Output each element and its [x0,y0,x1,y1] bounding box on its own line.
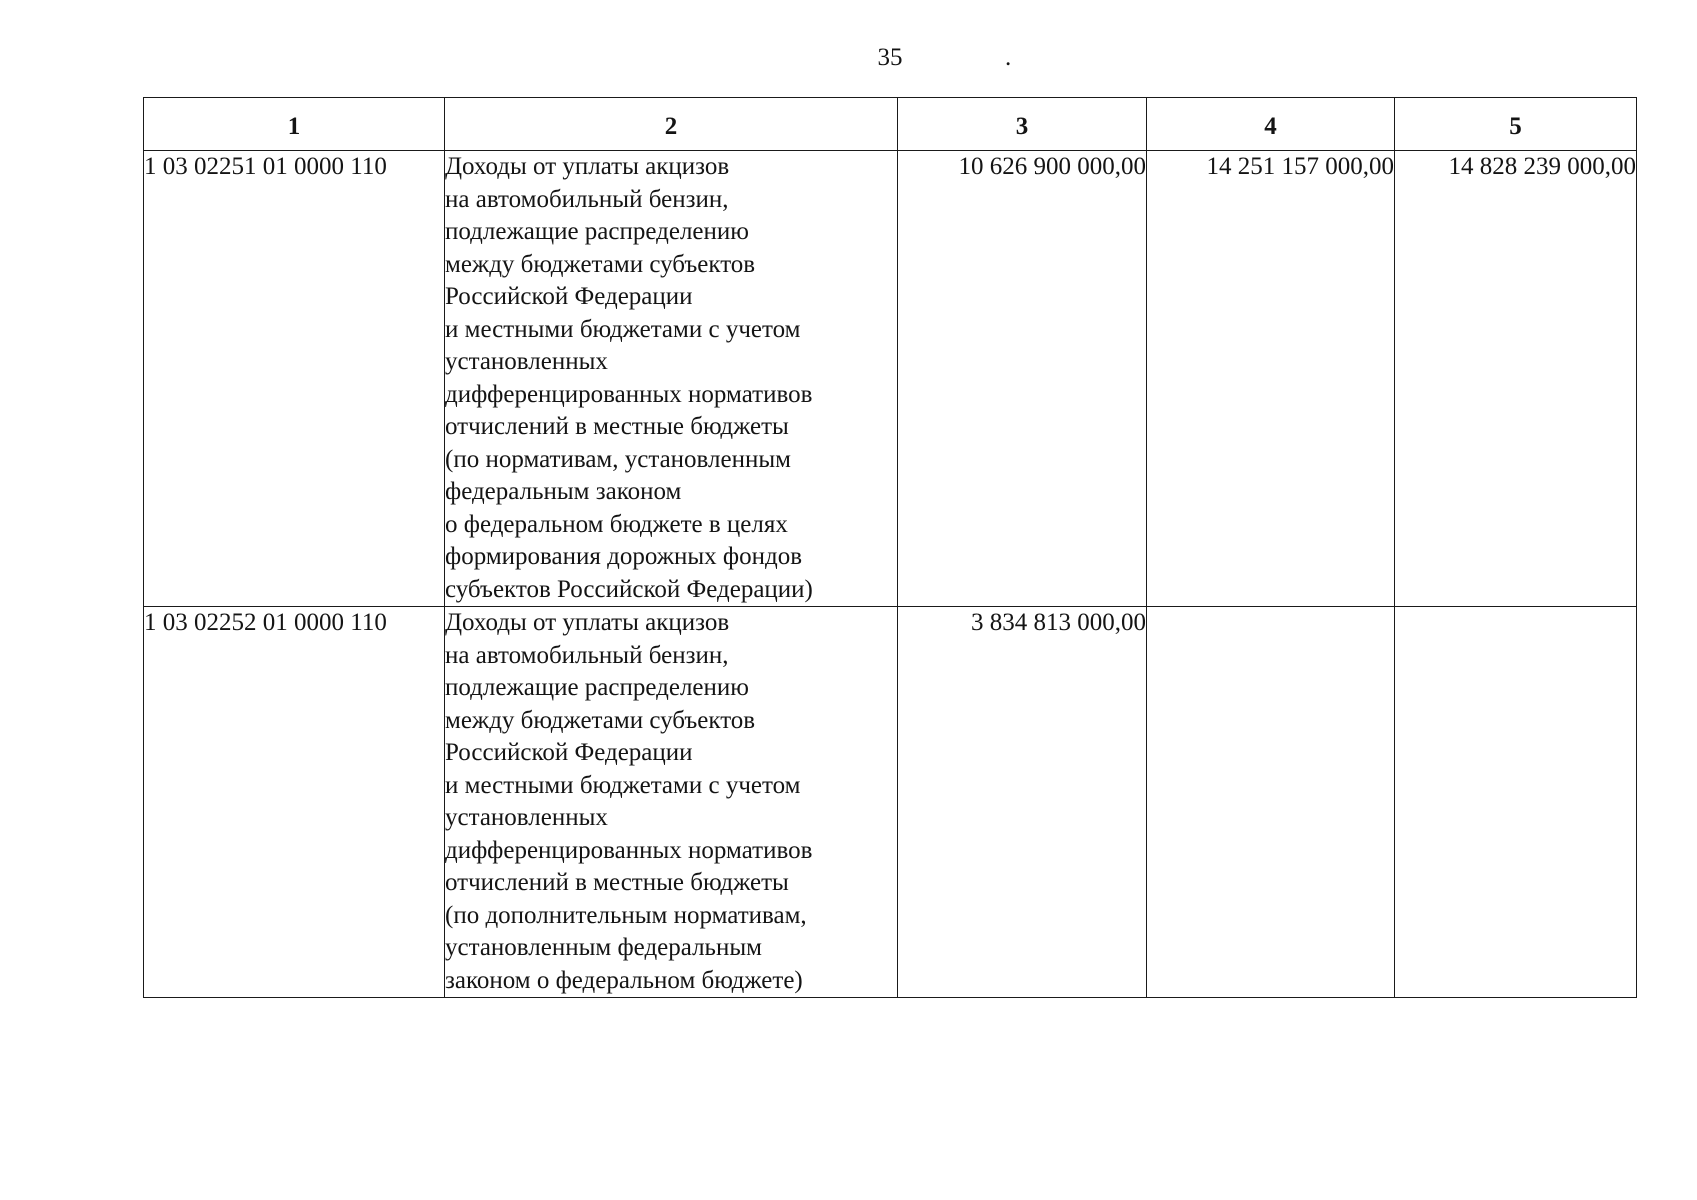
page-number: 35 [877,44,903,71]
description-line: законом о федеральном бюджете) [445,966,803,994]
description-line: Российской Федерации [445,283,693,310]
table-row [144,151,1637,607]
amount-cell-col5: 14 828 239 000,00 [1395,151,1637,607]
description-line: дифференцированных нормативов [445,380,813,408]
description-line: федеральным законом [445,478,682,505]
description-line: установленных [445,348,608,375]
page-mark: . [1005,44,1012,71]
budget-code-cell: 1 03 02251 01 0000 110 [144,151,445,607]
description-line: Доходы от уплаты акцизов [445,153,730,180]
description-line: подлежащие распределению [445,674,749,701]
description-line: отчислений в местные бюджеты [445,869,789,896]
description-line: Российской Федерации [445,739,693,766]
description-line: между бюджетами субъектов [445,706,756,734]
description-line: формирования дорожных фондов [445,543,802,570]
revenue-table [143,97,1637,998]
budget-code-cell: 1 03 02252 01 0000 110 [144,607,445,998]
description-line: о федеральном бюджете в целях [445,510,788,538]
description-line: на автомобильный бензин, [445,185,729,213]
column-header-2: 2 [445,98,898,151]
amount-cell-col5 [1395,607,1637,998]
description-line: Доходы от уплаты акцизов [445,609,730,636]
amount-cell-col4 [1147,607,1395,998]
description-line: на автомобильный бензин, [445,641,729,669]
amount-cell-col3: 3 834 813 000,00 [898,607,1147,998]
description-line: установленных [445,804,608,831]
column-header-1: 1 [144,98,445,151]
table-body [144,151,1637,998]
description-line: (по нормативам, установленным [445,445,791,473]
column-header-3: 3 [898,98,1147,151]
description-cell [445,151,898,607]
amount-cell-col4: 14 251 157 000,00 [1147,151,1395,607]
description-line: субъектов Российской Федерации) [445,575,813,603]
description-line: (по дополнительным нормативам, [445,901,807,929]
column-header-5: 5 [1395,98,1637,151]
description-line: дифференцированных нормативов [445,836,813,864]
description-line: установленным федеральным [445,934,762,961]
column-header-4: 4 [1147,98,1395,151]
table-header-row [144,98,1637,151]
table-row [144,607,1637,998]
description-line: и местными бюджетами с учетом [445,315,801,343]
description-line: отчислений в местные бюджеты [445,413,789,440]
description-line: и местными бюджетами с учетом [445,771,801,799]
description-cell [445,607,898,998]
description-line: подлежащие распределению [445,218,749,245]
amount-cell-col3: 10 626 900 000,00 [898,151,1147,607]
description-line: между бюджетами субъектов [445,250,756,278]
